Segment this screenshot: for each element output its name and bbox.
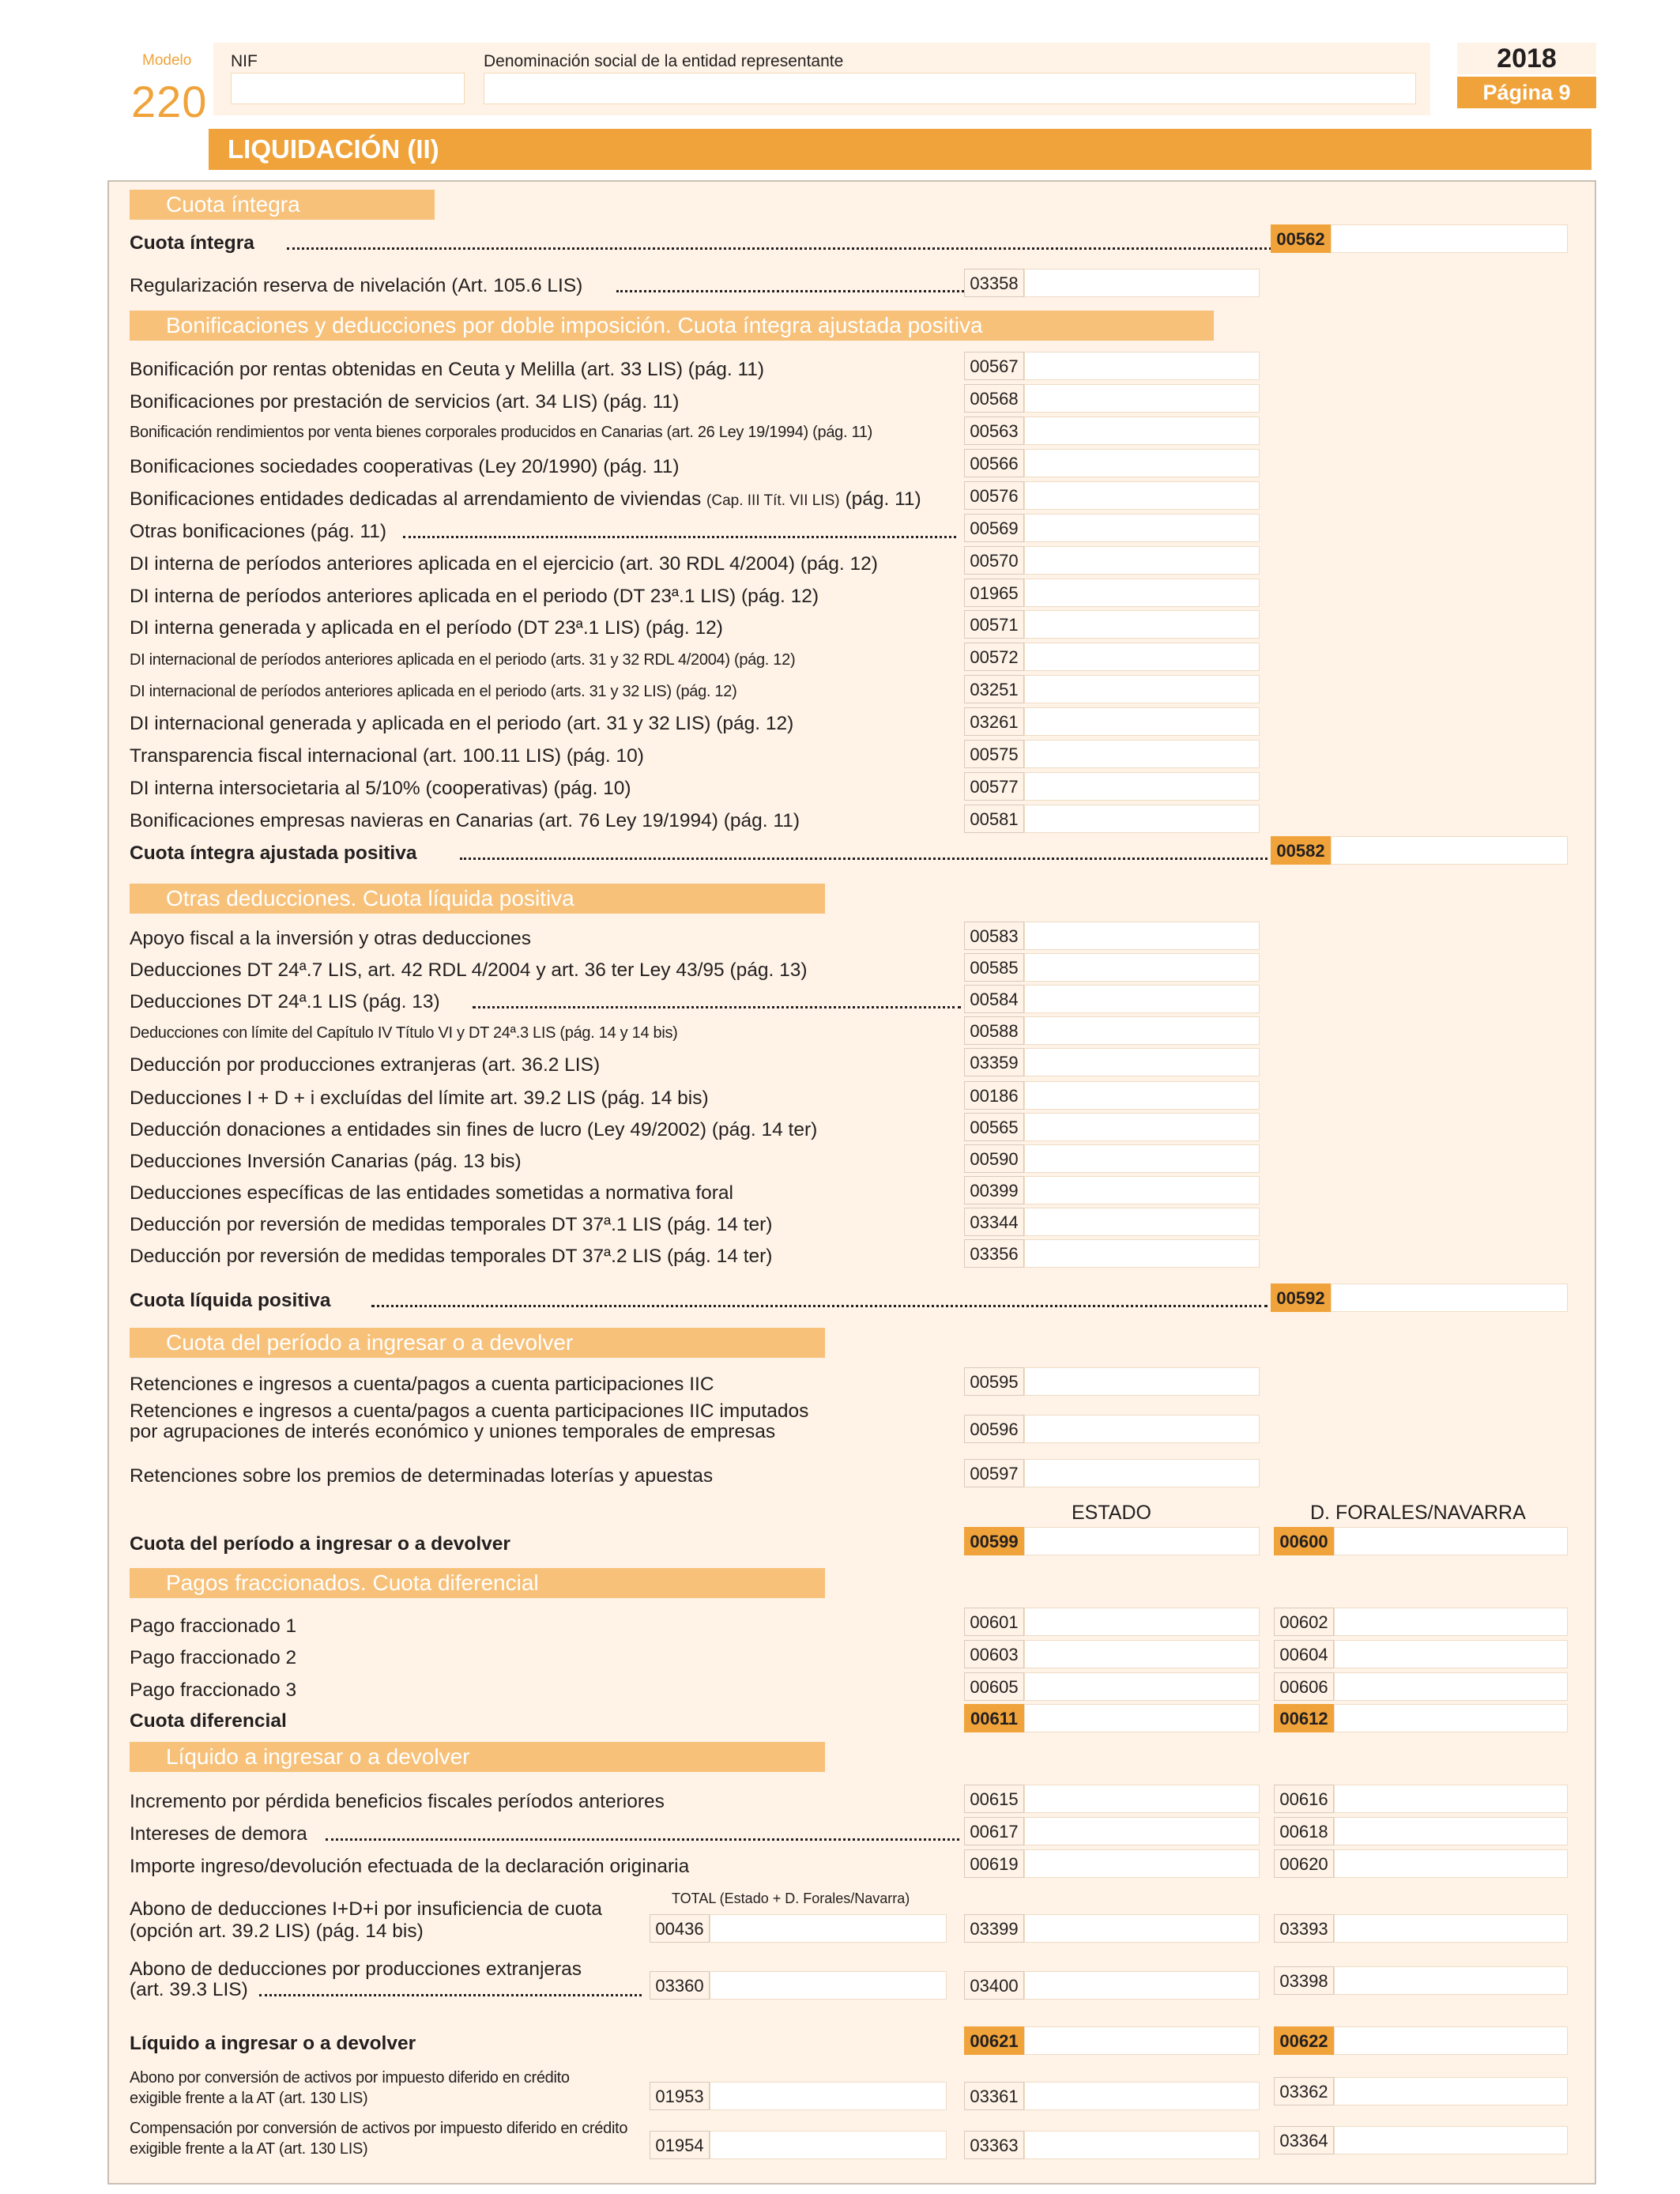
input-03344[interactable] bbox=[1024, 1208, 1260, 1236]
comp-conv-label-2: exigible frente a la AT (art. 130 LIS) bbox=[130, 2140, 368, 2158]
box-code-00595: 00595 bbox=[964, 1367, 1024, 1396]
line-00572-label: DI internacional de períodos anteriores aplicada en el periodo (arts. 31 y 32 RDL 4/2004) (pág. 12) bbox=[130, 651, 796, 669]
line-03359-label: Deducción por producciones extranjeras (art. 36.2 LIS) bbox=[130, 1054, 601, 1076]
cuota-diferencial-label: Cuota diferencial bbox=[130, 1710, 287, 1732]
input-03398[interactable] bbox=[1334, 1966, 1568, 1995]
input-00562[interactable] bbox=[1331, 224, 1568, 253]
section-cuota-integra: Cuota íntegra bbox=[130, 190, 435, 220]
input-00604[interactable] bbox=[1334, 1640, 1568, 1668]
box-code-03344: 03344 bbox=[964, 1208, 1024, 1236]
input-00599[interactable] bbox=[1024, 1527, 1260, 1555]
input-00601[interactable] bbox=[1024, 1608, 1260, 1636]
line-00569-label: Otras bonificaciones (pág. 11) bbox=[130, 521, 387, 542]
line-00571-label: DI interna generada y aplicada en el período (DT 23ª.1 LIS) (pág. 12) bbox=[130, 617, 723, 639]
box-code-00575: 00575 bbox=[964, 740, 1024, 768]
box-code-00618: 00618 bbox=[1274, 1817, 1334, 1845]
section-otras-deducciones: Otras deducciones. Cuota líquida positiva bbox=[130, 884, 825, 914]
line-03344-label: Deducción por reversión de medidas temporales DT 37ª.1 LIS (pág. 14 ter) bbox=[130, 1214, 773, 1235]
input-00583[interactable] bbox=[1024, 922, 1260, 950]
line-00596-label-1: Retenciones e ingresos a cuenta/pagos a cuenta participaciones IIC imputados bbox=[130, 1400, 809, 1422]
line-00563-label: Bonificación rendimientos por venta bienes corporales producidos en Canarias (art. 26 Ley 19/1994) (pág. 11) bbox=[130, 424, 873, 441]
leader-dots bbox=[371, 1304, 1268, 1307]
denominacion-label: Denominación social de la entidad representante bbox=[484, 52, 844, 70]
input-00618[interactable] bbox=[1334, 1817, 1568, 1845]
input-00619[interactable] bbox=[1024, 1849, 1260, 1878]
input-00571[interactable] bbox=[1024, 610, 1260, 639]
line-00597-label: Retenciones sobre los premios de determinadas loterías y apuestas bbox=[130, 1465, 714, 1487]
box-code-01954: 01954 bbox=[650, 2131, 710, 2159]
box-code-00581: 00581 bbox=[964, 805, 1024, 833]
section-bonificaciones: Bonificaciones y deducciones por doble imposición. Cuota íntegra ajustada positiva bbox=[130, 311, 1214, 341]
input-00615[interactable] bbox=[1024, 1785, 1260, 1813]
modelo-number: 220 bbox=[131, 77, 208, 126]
box-code-03251: 03251 bbox=[964, 675, 1024, 703]
input-00622[interactable] bbox=[1334, 2026, 1568, 2055]
box-code-00562: 00562 bbox=[1271, 224, 1331, 253]
box-code-00576: 00576 bbox=[964, 481, 1024, 510]
box-code-03364: 03364 bbox=[1274, 2126, 1334, 2154]
input-01954[interactable] bbox=[710, 2131, 947, 2159]
box-code-00568: 00568 bbox=[964, 384, 1024, 413]
input-00582[interactable] bbox=[1331, 836, 1568, 865]
box-code-03399: 03399 bbox=[964, 1914, 1024, 1943]
box-code-00590: 00590 bbox=[964, 1144, 1024, 1173]
line-00584-label: Deducciones DT 24ª.1 LIS (pág. 13) bbox=[130, 991, 440, 1012]
box-code-00567: 00567 bbox=[964, 352, 1024, 380]
line-00575-label: Transparencia fiscal internacional (art. 100.11 LIS) (pág. 10) bbox=[130, 745, 644, 767]
abono-id-label-1: Abono de deducciones I+D+i por insuficiencia de cuota bbox=[130, 1898, 602, 1920]
box-code-00570: 00570 bbox=[964, 546, 1024, 575]
input-03360[interactable] bbox=[710, 1971, 947, 2000]
box-code-03359: 03359 bbox=[964, 1048, 1024, 1076]
input-00568[interactable] bbox=[1024, 384, 1260, 413]
input-00576[interactable] bbox=[1024, 481, 1260, 510]
input-03399[interactable] bbox=[1024, 1914, 1260, 1943]
input-00436[interactable] bbox=[710, 1914, 947, 1943]
input-00621[interactable] bbox=[1024, 2026, 1260, 2055]
line-00576-sub: (Cap. III Tít. VII LIS) bbox=[706, 492, 840, 509]
line-01965-label: DI interna de períodos anteriores aplicada en el periodo (DT 23ª.1 LIS) (pág. 12) bbox=[130, 586, 819, 607]
box-code-00601: 00601 bbox=[964, 1608, 1024, 1636]
input-00570[interactable] bbox=[1024, 546, 1260, 575]
box-code-00585: 00585 bbox=[964, 953, 1024, 982]
input-03261[interactable] bbox=[1024, 707, 1260, 736]
input-00572[interactable] bbox=[1024, 643, 1260, 671]
line-00576-text: Bonificaciones entidades dedicadas al arrendamiento de viviendas bbox=[130, 488, 702, 510]
input-00565[interactable] bbox=[1024, 1113, 1260, 1141]
comp-conv-label-1: Compensación por conversión de activos por impuesto diferido en crédito bbox=[130, 2120, 628, 2137]
year-badge: 2018 bbox=[1457, 43, 1596, 74]
input-00600[interactable] bbox=[1334, 1527, 1568, 1555]
line-00576-label bbox=[130, 488, 921, 511]
box-code-03358: 03358 bbox=[964, 269, 1024, 297]
liquido-label: Líquido a ingresar o a devolver bbox=[130, 2033, 416, 2054]
input-00597[interactable] bbox=[1024, 1459, 1260, 1487]
box-code-00615: 00615 bbox=[964, 1785, 1024, 1813]
leader-dots bbox=[287, 247, 1362, 250]
cuota-periodo-label: Cuota del período a ingresar o a devolver bbox=[130, 1533, 510, 1555]
box-code-00592: 00592 bbox=[1271, 1284, 1331, 1312]
box-code-00620: 00620 bbox=[1274, 1849, 1334, 1878]
input-03356[interactable] bbox=[1024, 1239, 1260, 1268]
input-03400[interactable] bbox=[1024, 1971, 1260, 2000]
input-00585[interactable] bbox=[1024, 953, 1260, 982]
intereses-label: Intereses de demora bbox=[130, 1823, 307, 1845]
line-00596-label-2: por agrupaciones de interés económico y uniones temporales de empresas bbox=[130, 1421, 776, 1442]
box-code-01965: 01965 bbox=[964, 579, 1024, 607]
input-03361[interactable] bbox=[1024, 2082, 1260, 2110]
box-code-00596: 00596 bbox=[964, 1415, 1024, 1443]
abono-pe-label-1: Abono de deducciones por producciones extranjeras bbox=[130, 1958, 582, 1980]
box-code-00605: 00605 bbox=[964, 1672, 1024, 1701]
line-00585-label: Deducciones DT 24ª.7 LIS, art. 42 RDL 4/2004 y art. 36 ter Ley 43/95 (pág. 13) bbox=[130, 959, 808, 981]
input-00620[interactable] bbox=[1334, 1849, 1568, 1878]
input-00617[interactable] bbox=[1024, 1817, 1260, 1845]
input-00588[interactable] bbox=[1024, 1016, 1260, 1045]
box-code-03393: 03393 bbox=[1274, 1914, 1334, 1943]
incremento-label: Incremento por pérdida beneficios fiscales períodos anteriores bbox=[130, 1791, 665, 1812]
input-00605[interactable] bbox=[1024, 1672, 1260, 1701]
box-code-00583: 00583 bbox=[964, 922, 1024, 950]
box-code-00612: 00612 bbox=[1274, 1704, 1334, 1732]
box-code-00572: 00572 bbox=[964, 643, 1024, 671]
box-code-03400: 03400 bbox=[964, 1971, 1024, 2000]
column-estado: ESTADO bbox=[1072, 1502, 1151, 1524]
box-code-03363: 03363 bbox=[964, 2131, 1024, 2159]
total-caption: TOTAL (Estado + D. Forales/Navarra) bbox=[672, 1891, 910, 1906]
input-01965[interactable] bbox=[1024, 579, 1260, 607]
line-00588-label: Deducciones con límite del Capítulo IV Título VI y DT 24ª.3 LIS (pág. 14 y 14 bis) bbox=[130, 1024, 678, 1042]
importe-label: Importe ingreso/devolución efectuada de la declaración originaria bbox=[130, 1856, 690, 1877]
box-code-00186: 00186 bbox=[964, 1081, 1024, 1110]
input-00596[interactable] bbox=[1024, 1415, 1260, 1443]
box-code-00611: 00611 bbox=[964, 1704, 1024, 1732]
input-00567[interactable] bbox=[1024, 352, 1260, 380]
section-liquido: Líquido a ingresar o a devolver bbox=[130, 1742, 825, 1772]
box-code-03360: 03360 bbox=[650, 1971, 710, 2000]
pago-3-label: Pago fraccionado 3 bbox=[130, 1679, 297, 1701]
input-00611[interactable] bbox=[1024, 1704, 1260, 1732]
box-code-00621: 00621 bbox=[964, 2026, 1024, 2055]
input-00592[interactable] bbox=[1331, 1284, 1568, 1312]
input-00566[interactable] bbox=[1024, 449, 1260, 477]
box-code-00602: 00602 bbox=[1274, 1608, 1334, 1636]
line-00186-label: Deducciones I + D + i excluídas del límite art. 39.2 LIS (pág. 14 bis) bbox=[130, 1088, 709, 1109]
box-code-00577: 00577 bbox=[964, 772, 1024, 801]
line-00583-label: Apoyo fiscal a la inversión y otras deducciones bbox=[130, 928, 531, 949]
abono-id-label-2: (opción art. 39.2 LIS) (pág. 14 bis) bbox=[130, 1921, 424, 1942]
page-title: LIQUIDACIÓN (II) bbox=[209, 129, 1591, 170]
box-code-00436: 00436 bbox=[650, 1914, 710, 1943]
input-03362[interactable] bbox=[1334, 2077, 1568, 2105]
input-03359[interactable] bbox=[1024, 1048, 1260, 1076]
input-03251[interactable] bbox=[1024, 675, 1260, 703]
box-code-00606: 00606 bbox=[1274, 1672, 1334, 1701]
box-code-00599: 00599 bbox=[964, 1527, 1024, 1555]
denominacion-field[interactable] bbox=[484, 73, 1416, 104]
section-pagos-fraccionados: Pagos fraccionados. Cuota diferencial bbox=[130, 1568, 825, 1598]
input-03358[interactable] bbox=[1024, 269, 1260, 297]
box-code-03356: 03356 bbox=[964, 1239, 1024, 1268]
input-00590[interactable] bbox=[1024, 1144, 1260, 1173]
page-badge: Página 9 bbox=[1457, 77, 1596, 108]
input-00595[interactable] bbox=[1024, 1367, 1260, 1396]
leader-dots bbox=[326, 1838, 959, 1841]
cuota-integra-label: Cuota íntegra bbox=[130, 232, 254, 254]
input-00602[interactable] bbox=[1334, 1608, 1568, 1636]
box-code-00582: 00582 bbox=[1271, 836, 1331, 865]
liquidacion-panel bbox=[107, 180, 1596, 2185]
line-03261-label: DI internacional generada y aplicada en el periodo (art. 31 y 32 LIS) (pág. 12) bbox=[130, 713, 794, 734]
leader-dots bbox=[259, 1993, 642, 1996]
input-00603[interactable] bbox=[1024, 1640, 1260, 1668]
box-code-00603: 00603 bbox=[964, 1640, 1024, 1668]
box-code-00600: 00600 bbox=[1274, 1527, 1334, 1555]
line-03356-label: Deducción por reversión de medidas temporales DT 37ª.2 LIS (pág. 14 ter) bbox=[130, 1246, 773, 1267]
line-00595-label: Retenciones e ingresos a cuenta/pagos a cuenta participaciones IIC bbox=[130, 1374, 714, 1395]
box-code-00584: 00584 bbox=[964, 985, 1024, 1013]
box-code-00616: 00616 bbox=[1274, 1785, 1334, 1813]
box-code-03362: 03362 bbox=[1274, 2077, 1334, 2105]
line-00570-label: DI interna de períodos anteriores aplicada en el ejercicio (art. 30 RDL 4/2004) (pág. 12) bbox=[130, 553, 878, 575]
input-00606[interactable] bbox=[1334, 1672, 1568, 1701]
input-00581[interactable] bbox=[1024, 805, 1260, 833]
cuota-ajustada-label: Cuota íntegra ajustada positiva bbox=[130, 843, 417, 864]
line-00568-label: Bonificaciones por prestación de servicios (art. 34 LIS) (pág. 11) bbox=[130, 391, 680, 413]
box-code-00569: 00569 bbox=[964, 514, 1024, 542]
box-code-00619: 00619 bbox=[964, 1849, 1024, 1878]
abono-conv-label-2: exigible frente a la AT (art. 130 LIS) bbox=[130, 2090, 368, 2107]
box-code-03361: 03361 bbox=[964, 2082, 1024, 2110]
box-code-01953: 01953 bbox=[650, 2082, 710, 2110]
section-cuota-periodo: Cuota del período a ingresar o a devolver bbox=[130, 1328, 825, 1358]
box-code-00571: 00571 bbox=[964, 610, 1024, 639]
input-00577[interactable] bbox=[1024, 772, 1260, 801]
input-00563[interactable] bbox=[1024, 417, 1260, 445]
leader-dots bbox=[473, 1005, 961, 1008]
box-code-00566: 00566 bbox=[964, 449, 1024, 477]
nif-label: NIF bbox=[231, 52, 258, 70]
input-00186[interactable] bbox=[1024, 1081, 1260, 1110]
cuota-liquida-label: Cuota líquida positiva bbox=[130, 1290, 331, 1311]
line-00590-label: Deducciones Inversión Canarias (pág. 13 bis) bbox=[130, 1151, 522, 1172]
input-01953[interactable] bbox=[710, 2082, 947, 2110]
abono-conv-label-1: Abono por conversión de activos por impuesto diferido en crédito bbox=[130, 2069, 570, 2087]
leader-dots bbox=[460, 857, 1268, 860]
box-code-00622: 00622 bbox=[1274, 2026, 1334, 2055]
line-00565-label: Deducción donaciones a entidades sin fines de lucro (Ley 49/2002) (pág. 14 ter) bbox=[130, 1119, 818, 1140]
line-00577-label: DI interna intersocietaria al 5/10% (cooperativas) (pág. 10) bbox=[130, 778, 631, 799]
nif-field[interactable] bbox=[231, 73, 465, 104]
pago-1-label: Pago fraccionado 1 bbox=[130, 1615, 297, 1637]
input-00612[interactable] bbox=[1334, 1704, 1568, 1732]
modelo-label: Modelo bbox=[142, 52, 192, 69]
line-00399-label: Deducciones específicas de las entidades sometidas a normativa foral bbox=[130, 1182, 733, 1204]
line-00567-label: Bonificación por rentas obtenidas en Ceuta y Melilla (art. 33 LIS) (pág. 11) bbox=[130, 359, 765, 380]
leader-dots bbox=[403, 535, 956, 538]
box-code-00604: 00604 bbox=[1274, 1640, 1334, 1668]
input-03393[interactable] bbox=[1334, 1914, 1568, 1943]
column-forales: D. FORALES/NAVARRA bbox=[1310, 1502, 1526, 1524]
header-identification bbox=[213, 43, 1430, 115]
input-00399[interactable] bbox=[1024, 1176, 1260, 1204]
pago-2-label: Pago fraccionado 2 bbox=[130, 1647, 297, 1668]
input-00575[interactable] bbox=[1024, 740, 1260, 768]
input-03364[interactable] bbox=[1334, 2126, 1568, 2154]
input-00584[interactable] bbox=[1024, 985, 1260, 1013]
box-code-00617: 00617 bbox=[964, 1817, 1024, 1845]
box-code-00399: 00399 bbox=[964, 1176, 1024, 1204]
box-code-03398: 03398 bbox=[1274, 1966, 1334, 1995]
line-00566-label: Bonificaciones sociedades cooperativas (Ley 20/1990) (pág. 11) bbox=[130, 456, 680, 477]
box-code-00588: 00588 bbox=[964, 1016, 1024, 1045]
line-03251-label: DI internacional de períodos anteriores aplicada en el periodo (arts. 31 y 32 LIS) (pág. 12) bbox=[130, 683, 737, 700]
input-00616[interactable] bbox=[1334, 1785, 1568, 1813]
box-code-00597: 00597 bbox=[964, 1459, 1024, 1487]
input-03363[interactable] bbox=[1024, 2131, 1260, 2159]
line-00576-tail: (pág. 11) bbox=[845, 488, 921, 510]
box-code-03261: 03261 bbox=[964, 707, 1024, 736]
input-00569[interactable] bbox=[1024, 514, 1260, 542]
regularizacion-label: Regularización reserva de nivelación (Art. 105.6 LIS) bbox=[130, 275, 583, 296]
abono-pe-label-2: (art. 39.3 LIS) bbox=[130, 1979, 248, 2000]
line-00581-label: Bonificaciones empresas navieras en Canarias (art. 76 Ley 19/1994) (pág. 11) bbox=[130, 810, 800, 831]
box-code-00565: 00565 bbox=[964, 1113, 1024, 1141]
box-code-00563: 00563 bbox=[964, 417, 1024, 445]
